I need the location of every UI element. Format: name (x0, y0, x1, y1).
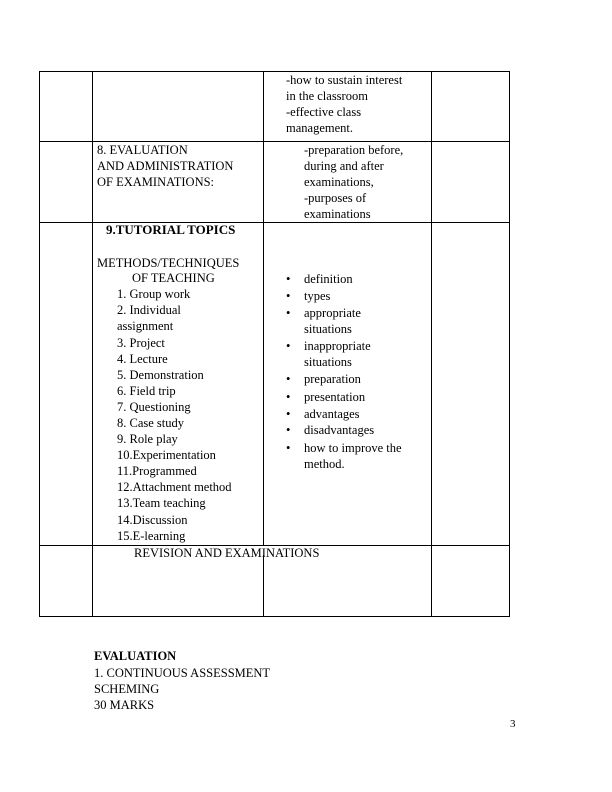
method-item: assignment (117, 319, 174, 333)
table-col-divider-1 (92, 71, 93, 617)
table-border-top (39, 71, 509, 72)
table-col-divider-2b (263, 555, 264, 616)
method-item: 13.Team teaching (117, 496, 206, 510)
row2-content-line: -preparation before, (304, 143, 404, 157)
method-item: 2. Individual (117, 303, 181, 317)
method-item: 4. Lecture (117, 352, 168, 366)
table-col-divider-3 (431, 71, 432, 617)
bullet-item-continued: situations (304, 355, 352, 369)
method-item: 12.Attachment method (117, 480, 232, 494)
method-item: 9. Role play (117, 432, 178, 446)
bullet-dot-icon: • (286, 306, 291, 320)
method-item: 7. Questioning (117, 400, 191, 414)
method-item: 14.Discussion (117, 513, 188, 527)
bullet-dot-icon: • (286, 441, 291, 455)
page-number: 3 (510, 718, 516, 730)
bullet-item: advantages (304, 407, 360, 421)
bullet-item: appropriate (304, 306, 361, 320)
method-item: 11.Programmed (117, 464, 197, 478)
table-border-right (509, 71, 510, 617)
methods-subheading: OF TEACHING (132, 271, 215, 285)
method-item: 3. Project (117, 336, 165, 350)
methods-subheading: METHODS/TECHNIQUES (97, 256, 240, 270)
row1-content-line: -effective class (286, 105, 362, 119)
evaluation-heading: EVALUATION (94, 649, 177, 663)
bullet-dot-icon: • (286, 289, 291, 303)
bullet-dot-icon: • (286, 372, 291, 386)
row1-content-line: management. (286, 121, 353, 135)
table-border-left (39, 71, 40, 617)
row2-content-line: examinations, (304, 175, 374, 189)
bullet-dot-icon: • (286, 339, 291, 353)
method-item: 5. Demonstration (117, 368, 204, 382)
revision-row-text: REVISION AND EXAMINATIONS (134, 546, 320, 560)
method-item: 15.E-learning (117, 529, 186, 543)
method-item: 6. Field trip (117, 384, 176, 398)
bullet-item: preparation (304, 372, 361, 386)
row2-topic-line: AND ADMINISTRATION (97, 159, 234, 173)
bullet-item: definition (304, 272, 353, 286)
row2-content-line: during and after (304, 159, 384, 173)
row2-content-line: examinations (304, 207, 371, 221)
evaluation-line: SCHEMING (94, 682, 160, 696)
table-col-divider-2a (263, 71, 264, 546)
method-item: 10.Experimentation (117, 448, 216, 462)
row2-content-line: -purposes of (304, 191, 367, 205)
bullet-item: inappropriate (304, 339, 371, 353)
bullet-item: how to improve the (304, 441, 402, 455)
table-border-bottom (39, 616, 509, 617)
row1-content-line: -how to sustain interest (286, 73, 403, 87)
bullet-dot-icon: • (286, 407, 291, 421)
evaluation-line: 30 MARKS (94, 698, 155, 712)
row2-topic-line: OF EXAMINATIONS: (97, 175, 215, 189)
bullet-item-continued: situations (304, 322, 352, 336)
bullet-item: presentation (304, 390, 366, 404)
evaluation-line: 1. CONTINUOUS ASSESSMENT (94, 666, 271, 680)
bullet-item: disadvantages (304, 423, 375, 437)
method-item: 1. Group work (117, 287, 191, 301)
bullet-dot-icon: • (286, 423, 291, 437)
row2-topic-line: 8. EVALUATION (97, 143, 188, 157)
row1-content-line: in the classroom (286, 89, 368, 103)
bullet-item: types (304, 289, 331, 303)
bullet-item-continued: method. (304, 457, 345, 471)
method-item: 8. Case study (117, 416, 185, 430)
bullet-dot-icon: • (286, 272, 291, 286)
bullet-dot-icon: • (286, 390, 291, 404)
tutorial-topics-heading: 9.TUTORIAL TOPICS (106, 222, 236, 237)
